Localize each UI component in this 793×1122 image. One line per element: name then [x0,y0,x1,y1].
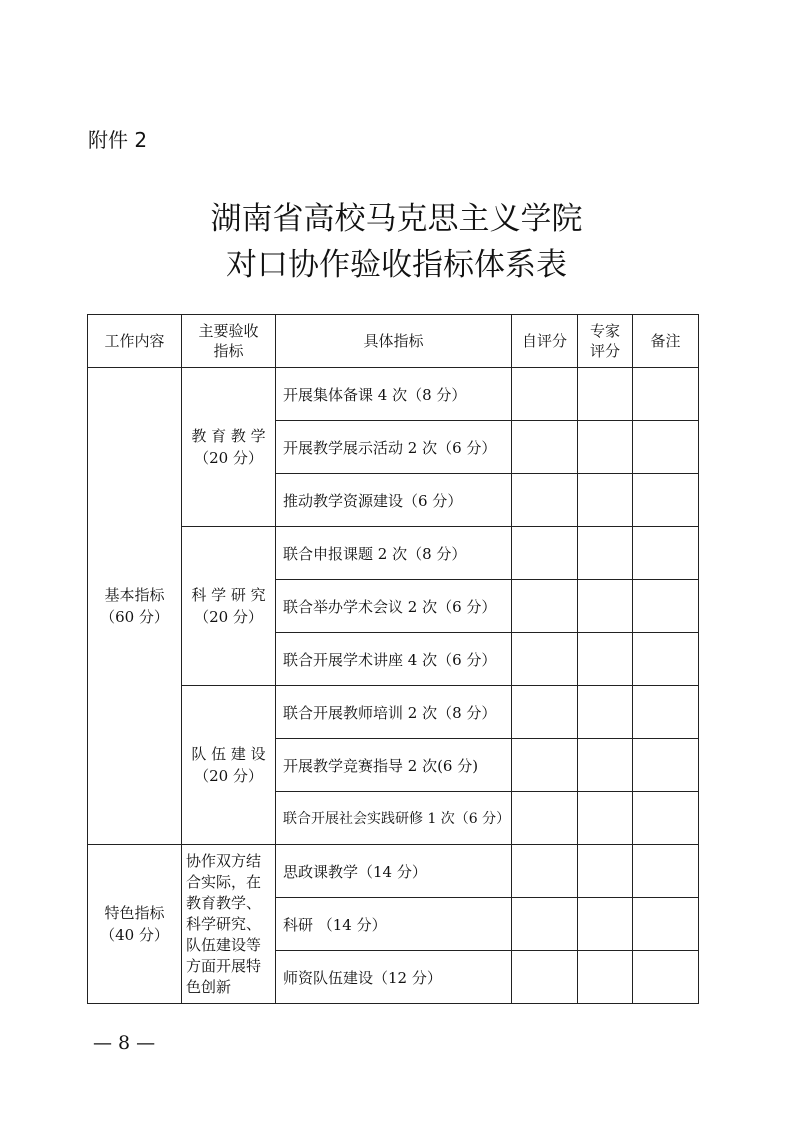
header-specific: 具体指标 [276,315,512,368]
header-self-score: 自评分 [512,315,578,368]
document-title-line2: 对口协作验收指标体系表 [226,247,567,283]
group-name: 教 育 教 学 [191,427,266,445]
expert-score-cell[interactable] [578,845,633,898]
expert-score-cell[interactable] [578,951,633,1004]
document-title-line1: 湖南省高校马克思主义学院 [210,201,583,237]
group-points: （20 分） [194,608,263,626]
self-score-cell[interactable] [512,580,578,633]
indicator-cell: 联合开展学术讲座 4 次（6 分） [276,633,512,686]
feature-category-points: （40 分） [100,926,169,944]
self-score-cell[interactable] [512,633,578,686]
remarks-cell[interactable] [633,580,699,633]
self-score-cell[interactable] [512,845,578,898]
indicator-cell: 开展教学竞赛指导 2 次(6 分) [276,739,512,792]
table-row [88,368,699,421]
feature-category-name: 特色指标 [104,904,165,922]
indicator-cell: 推动教学资源建设（6 分） [276,474,512,527]
table-header-row [88,315,699,368]
group-points: （20 分） [194,767,263,785]
self-score-cell[interactable] [512,739,578,792]
feature-description-line: 合实际，在 [186,872,262,891]
remarks-cell[interactable] [633,951,699,1004]
page-number: — 8 — [93,1032,156,1054]
expert-score-cell[interactable] [578,368,633,421]
self-score-cell[interactable] [512,951,578,1004]
indicator-cell: 联合申报课题 2 次（8 分） [276,527,512,580]
expert-score-cell[interactable] [578,580,633,633]
indicator-cell: 思政课教学（14 分） [276,845,512,898]
feature-description-line: 方面开展特 [186,956,262,975]
expert-score-cell[interactable] [578,421,633,474]
expert-score-cell[interactable] [578,474,633,527]
header-remarks: 备注 [633,315,699,368]
expert-score-cell[interactable] [578,527,633,580]
feature-description-line: 协作双方结 [186,851,262,870]
expert-score-cell[interactable] [578,686,633,739]
self-score-cell[interactable] [512,792,578,845]
indicator-cell: 联合开展教师培训 2 次（8 分） [276,686,512,739]
header-main-indicator-line2: 指标 [213,342,244,360]
indicator-cell: 科研 （14 分） [276,898,512,951]
indicator-cell: 开展集体备课 4 次（8 分） [276,368,512,421]
remarks-cell[interactable] [633,898,699,951]
group-name: 科 学 研 究 [191,586,266,604]
remarks-cell[interactable] [633,421,699,474]
indicator-cell: 开展教学展示活动 2 次（6 分） [276,421,512,474]
feature-category-cell [88,845,182,1004]
group-points: （20 分） [194,449,263,467]
indicator-cell: 联合举办学术会议 2 次（6 分） [276,580,512,633]
self-score-cell[interactable] [512,686,578,739]
group-name: 队 伍 建 设 [191,745,266,763]
expert-score-cell[interactable] [578,633,633,686]
indicator-cell: 联合开展社会实践研修 1 次（6 分） [276,792,512,845]
self-score-cell[interactable] [512,474,578,527]
feature-description-cell [182,845,276,1004]
self-score-cell[interactable] [512,527,578,580]
header-main-indicator-line1: 主要验收 [198,322,259,340]
remarks-cell[interactable] [633,527,699,580]
header-expert-score [578,315,633,368]
header-expert-line2: 评分 [589,342,620,360]
group-cell-team [182,686,276,845]
attachment-label: 附件 2 [88,128,148,152]
feature-description-line: 科学研究、 [186,914,262,933]
feature-description-line: 教育教学、 [186,893,262,912]
remarks-cell[interactable] [633,474,699,527]
expert-score-cell[interactable] [578,792,633,845]
header-main-indicator [182,315,276,368]
header-expert-line1: 专家 [589,322,620,340]
remarks-cell[interactable] [633,845,699,898]
self-score-cell[interactable] [512,368,578,421]
remarks-cell[interactable] [633,739,699,792]
self-score-cell[interactable] [512,898,578,951]
basic-category-name: 基本指标 [104,586,165,604]
basic-category-cell [88,368,182,845]
table-row [88,845,699,898]
feature-description-line: 队伍建设等 [186,935,262,954]
indicator-table [87,314,699,1004]
remarks-cell[interactable] [633,686,699,739]
basic-category-points: （60 分） [100,608,169,626]
feature-description-line: 色创新 [186,977,232,996]
indicator-cell: 师资队伍建设（12 分） [276,951,512,1004]
remarks-cell[interactable] [633,368,699,421]
expert-score-cell[interactable] [578,739,633,792]
header-work-content: 工作内容 [88,315,182,368]
group-cell-research [182,527,276,686]
self-score-cell[interactable] [512,421,578,474]
remarks-cell[interactable] [633,792,699,845]
expert-score-cell[interactable] [578,898,633,951]
remarks-cell[interactable] [633,633,699,686]
group-cell-teaching [182,368,276,527]
